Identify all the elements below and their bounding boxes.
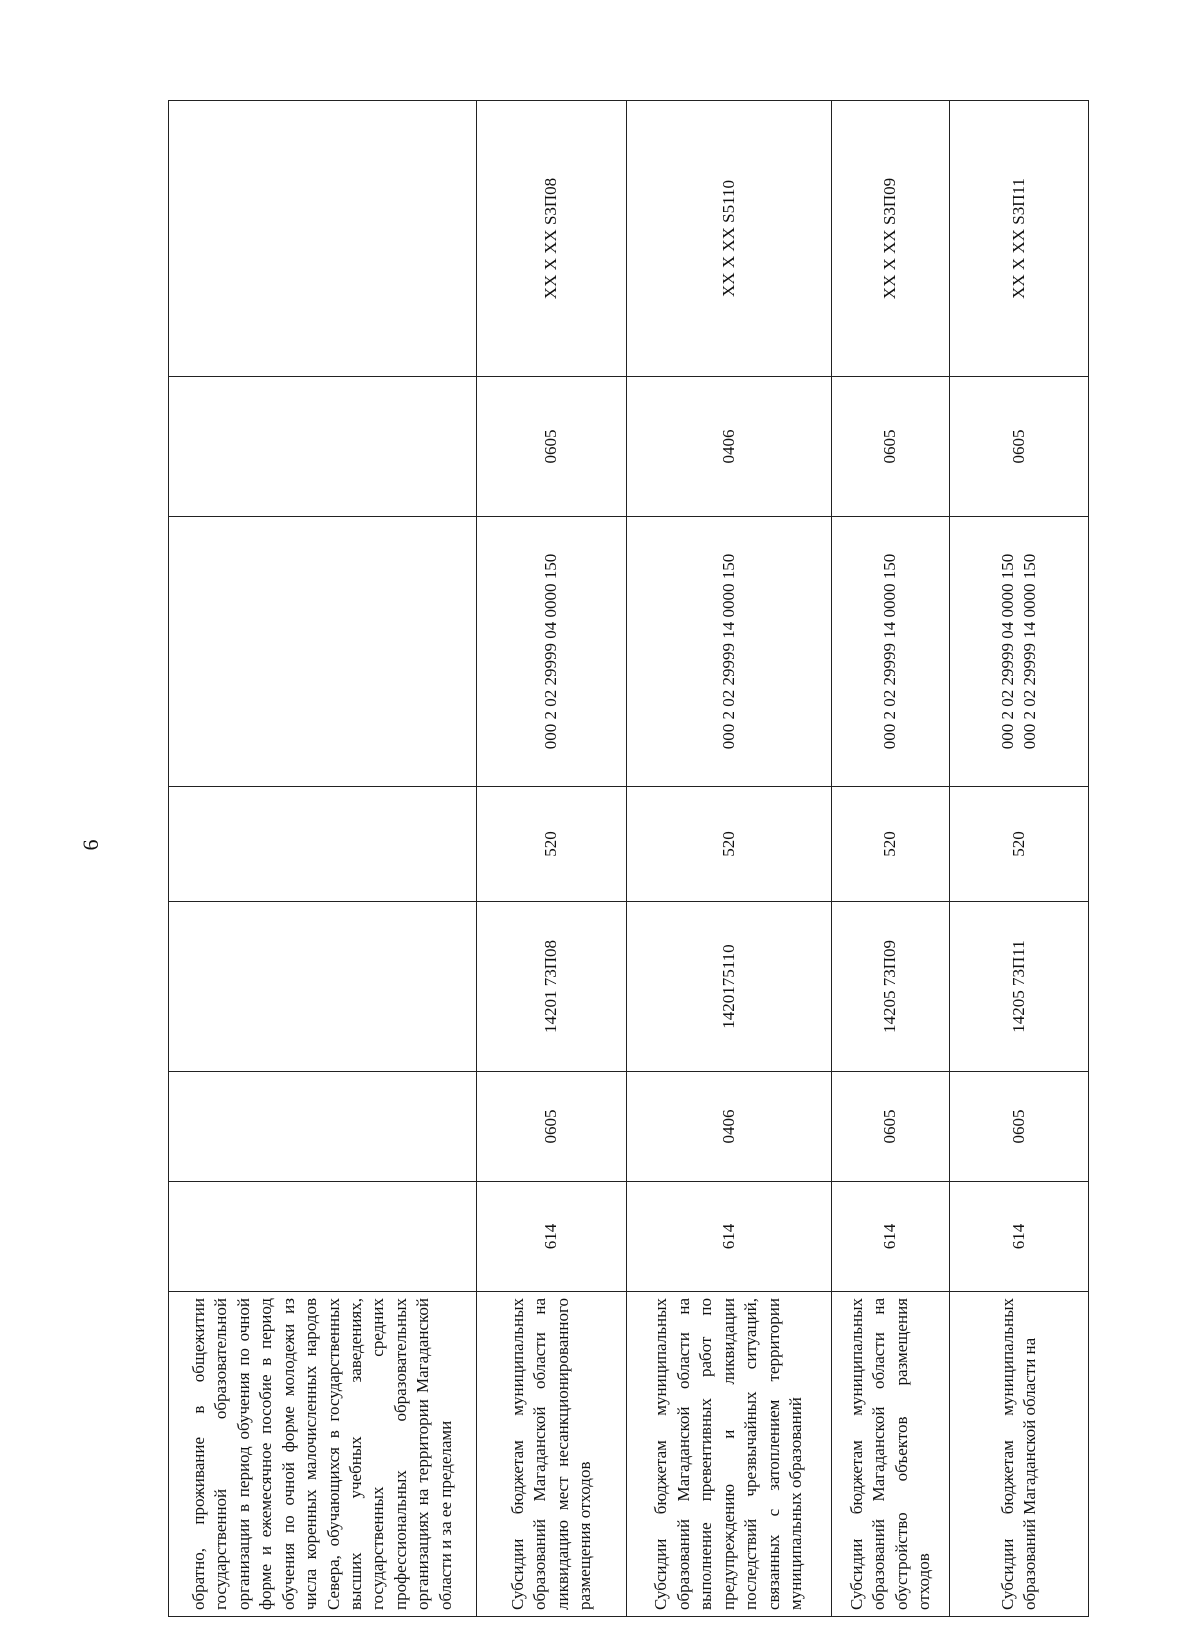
cell-income-code (627, 517, 832, 787)
cell-expense-type: 520 (832, 787, 950, 902)
cell-income-code (832, 517, 950, 787)
cell-recipient-target: XX X XX S3П08 (477, 101, 627, 377)
row-description: Субсидии бюджетам муниципальных образований Магаданской области на обустройство объектов размещения отходов (832, 1292, 950, 1617)
subsidies-table (168, 100, 1089, 1617)
cell-expense-type: 520 (627, 787, 832, 902)
cell-ministry-code: 614 (477, 1182, 627, 1292)
income-code-line: 000 2 02 29999 14 0000 150 (880, 553, 900, 750)
cell-expense-type (169, 787, 477, 902)
row-description: Субсидии бюджетам муниципальных образований Магаданской области на (950, 1292, 1089, 1617)
rotated-table-container (168, 101, 1088, 1617)
cell-section-code: 0605 (477, 1072, 627, 1182)
cell-target-article: 14205 73П09 (832, 902, 950, 1072)
cell-recipient-section: 0406 (627, 377, 832, 517)
cell-recipient-section: 0605 (950, 377, 1089, 517)
cell-target-article: 14205 73П11 (950, 902, 1089, 1072)
table-row (832, 101, 950, 1617)
cell-recipient-section: 0605 (832, 377, 950, 517)
cell-income-code (950, 517, 1089, 787)
cell-target-article (169, 902, 477, 1072)
row-description: Субсидии бюджетам муниципальных образований Магаданской области на ликвидацию мест несанкционированного размещения отходов (477, 1292, 627, 1617)
row-description: Субсидии бюджетам муниципальных образований Магаданской области на выполнение превентивных работ по предупреждению и ликвидации последствий чрезвычайных ситуаций, связанных с затоплением территории муниципальных образований (627, 1292, 832, 1617)
cell-recipient-target: XX X XX S3П09 (832, 101, 950, 377)
cell-recipient-target (169, 101, 477, 377)
cell-ministry-code (169, 1182, 477, 1292)
income-code-line: 000 2 02 29999 04 0000 150 (541, 553, 561, 750)
cell-income-code (477, 517, 627, 787)
cell-section-code (169, 1072, 477, 1182)
cell-section-code: 0605 (950, 1072, 1089, 1182)
table-row (169, 101, 477, 1617)
table-row (627, 101, 832, 1617)
cell-recipient-target: XX X XX S3П11 (950, 101, 1089, 377)
cell-target-article: 1420175110 (627, 902, 832, 1072)
cell-income-code (169, 517, 477, 787)
cell-expense-type: 520 (477, 787, 627, 902)
cell-ministry-code: 614 (627, 1182, 832, 1292)
income-code-line: 000 2 02 29999 14 0000 150 (718, 553, 738, 750)
income-code-line: 000 2 02 29999 04 0000 150 (997, 553, 1017, 750)
cell-ministry-code: 614 (832, 1182, 950, 1292)
cell-recipient-section: 0605 (477, 377, 627, 517)
cell-recipient-section (169, 377, 477, 517)
table-row (477, 101, 627, 1617)
income-code-line: 000 2 02 29999 14 0000 150 (1020, 553, 1039, 750)
cell-target-article: 14201 73П08 (477, 902, 627, 1072)
cell-expense-type: 520 (950, 787, 1089, 902)
table-row (950, 101, 1089, 1617)
page-number: 6 (78, 839, 103, 851)
row-description: обратно, проживание в общежитии государственной образовательной организации в период обучения по очной форме и ежемесячное пособие в период обучения по очной форме молодежи из числа коренных малочисленных народов Севера, обучающихся в государственных высших учебных заведениях, государственных средних профессиональных образовательных организациях на территории Магаданской области и за ее пределами (169, 1292, 477, 1617)
cell-recipient-target: XX X XX S5110 (627, 101, 832, 377)
cell-section-code: 0605 (832, 1072, 950, 1182)
cell-section-code: 0406 (627, 1072, 832, 1182)
cell-ministry-code: 614 (950, 1182, 1089, 1292)
